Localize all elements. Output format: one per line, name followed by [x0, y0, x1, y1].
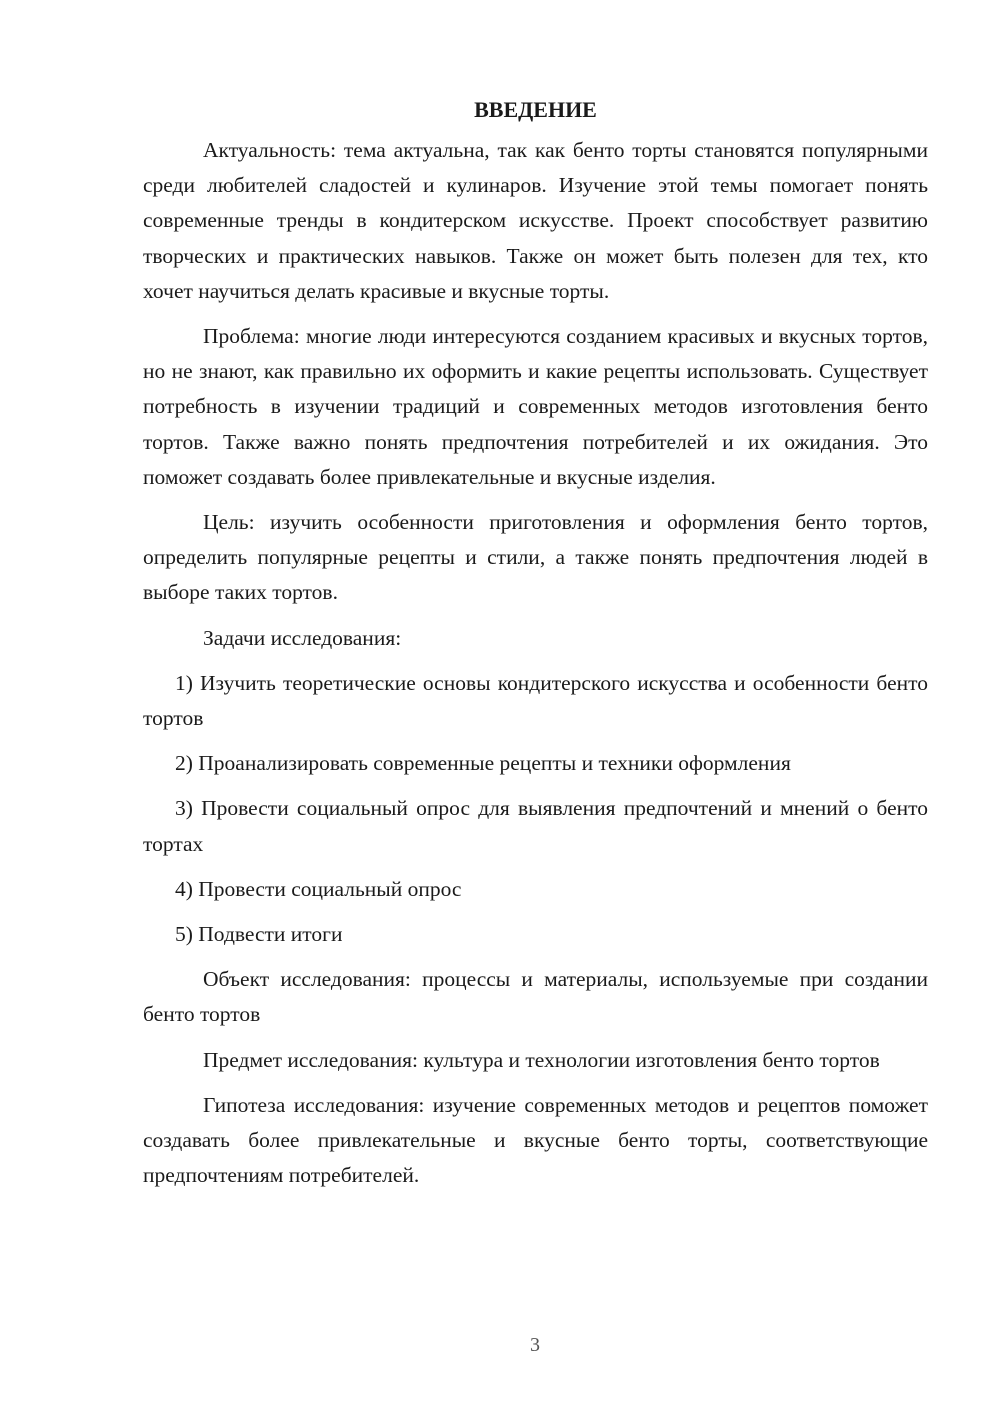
task-item-1: 1) Изучить теоретические основы кондитерского искусства и особенности бенто тортов	[143, 670, 928, 731]
task-item-5: 5) Подвести итоги	[175, 922, 343, 947]
paragraph-hypothesis: Гипотеза исследования: изучение современных методов и рецептов поможет создавать более привлекательные и вкусные бенто торты, соответствующие предпочтениям потребителей.	[143, 1092, 928, 1188]
paragraph-problem: Проблема: многие люди интересуются созданием красивых и вкусных тортов, но не знают, как правильно их оформить и какие рецепты использовать. Существует потребность в изучении традиций и современных методов изготовления бенто тортов. Также важно понять предпочтения потребителей и их ожидания. Это поможет создавать более привлекательные и вкусные изделия.	[143, 324, 928, 489]
paragraph-object: Объект исследования: процессы и материалы, используемые при создании бенто тортов	[143, 967, 928, 1027]
page-number: 3	[530, 1334, 540, 1356]
document-page	[143, 94, 928, 1203]
paragraph-tasks-heading: Задачи исследования:	[203, 625, 402, 650]
paragraph-relevance: Актуальность: тема актуальна, так как бенто торты становятся популярными среди любителей сладостей и кулинаров. Изучение этой темы помогает понять современные тренды в кондитерском искусстве. Проект способствует развитию творческих и практических навыков. Также он может быть полезен для тех, кто хочет научиться делать красивые и вкусные торты.	[143, 138, 928, 303]
paragraph-subject: Предмет исследования: культура и технологии изготовления бенто тортов	[203, 1047, 880, 1072]
paragraph-goal: Цель: изучить особенности приготовления и оформления бенто тортов, определить популярные рецепты и стили, а также понять предпочтения людей в выборе таких тортов.	[143, 510, 928, 605]
task-item-4: 4) Провести социальный опрос	[175, 876, 462, 901]
page-title: ВВЕДЕНИЕ	[474, 97, 597, 122]
task-item-3: 3) Провести социальный опрос для выявления предпочтений и мнений о бенто тортах	[143, 796, 928, 856]
task-item-2: 2) Проанализировать современные рецепты и техники оформления	[175, 751, 791, 776]
